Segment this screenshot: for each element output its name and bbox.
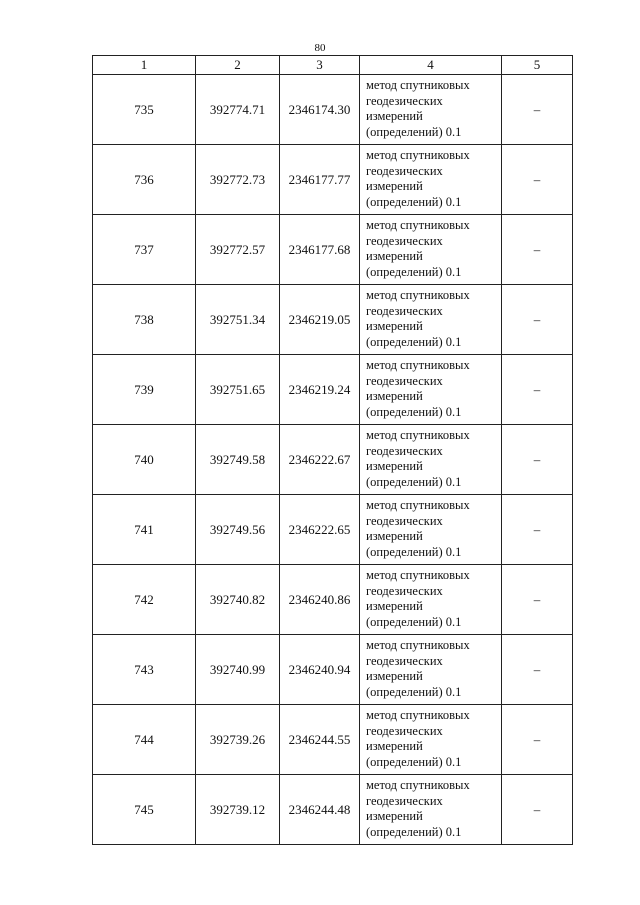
table-row (93, 145, 573, 215)
note-cell: – (502, 145, 573, 215)
x-coordinate-cell: 392772.57 (196, 215, 280, 285)
note-cell: – (502, 75, 573, 145)
x-coordinate-cell: 392751.65 (196, 355, 280, 425)
x-coordinate-cell: 392749.58 (196, 425, 280, 495)
table-row (93, 285, 573, 355)
column-header: 2 (196, 56, 280, 75)
y-coordinate-cell: 2346177.68 (280, 215, 360, 285)
x-coordinate-cell: 392739.12 (196, 775, 280, 845)
point-number-cell: 744 (93, 705, 196, 775)
point-number-cell: 742 (93, 565, 196, 635)
note-cell: – (502, 425, 573, 495)
method-cell: метод спутниковых геодезических измерений (определений) 0.1 (360, 215, 502, 285)
coordinates-table (92, 55, 573, 845)
x-coordinate-cell: 392772.73 (196, 145, 280, 215)
method-cell: метод спутниковых геодезических измерений (определений) 0.1 (360, 775, 502, 845)
method-cell: метод спутниковых геодезических измерений (определений) 0.1 (360, 75, 502, 145)
point-number-cell: 735 (93, 75, 196, 145)
point-number-cell: 738 (93, 285, 196, 355)
x-coordinate-cell: 392740.82 (196, 565, 280, 635)
y-coordinate-cell: 2346240.94 (280, 635, 360, 705)
y-coordinate-cell: 2346219.24 (280, 355, 360, 425)
column-header: 5 (502, 56, 573, 75)
x-coordinate-cell: 392749.56 (196, 495, 280, 565)
method-cell: метод спутниковых геодезических измерений (определений) 0.1 (360, 285, 502, 355)
y-coordinate-cell: 2346177.77 (280, 145, 360, 215)
method-cell: метод спутниковых геодезических измерений (определений) 0.1 (360, 705, 502, 775)
note-cell: – (502, 775, 573, 845)
x-coordinate-cell: 392739.26 (196, 705, 280, 775)
note-cell: – (502, 565, 573, 635)
table-row (93, 565, 573, 635)
note-cell: – (502, 285, 573, 355)
point-number-cell: 740 (93, 425, 196, 495)
table-row (93, 355, 573, 425)
point-number-cell: 739 (93, 355, 196, 425)
method-cell: метод спутниковых геодезических измерений (определений) 0.1 (360, 425, 502, 495)
point-number-cell: 743 (93, 635, 196, 705)
table-row (93, 425, 573, 495)
y-coordinate-cell: 2346222.67 (280, 425, 360, 495)
note-cell: – (502, 215, 573, 285)
x-coordinate-cell: 392751.34 (196, 285, 280, 355)
method-cell: метод спутниковых геодезических измерений (определений) 0.1 (360, 495, 502, 565)
y-coordinate-cell: 2346244.55 (280, 705, 360, 775)
table-body (93, 75, 573, 845)
y-coordinate-cell: 2346222.65 (280, 495, 360, 565)
point-number-cell: 736 (93, 145, 196, 215)
point-number-cell: 741 (93, 495, 196, 565)
note-cell: – (502, 705, 573, 775)
point-number-cell: 745 (93, 775, 196, 845)
x-coordinate-cell: 392740.99 (196, 635, 280, 705)
table-row (93, 705, 573, 775)
column-header: 4 (360, 56, 502, 75)
y-coordinate-cell: 2346219.05 (280, 285, 360, 355)
page-number: 80 (314, 42, 326, 54)
note-cell: – (502, 495, 573, 565)
point-number-cell: 737 (93, 215, 196, 285)
y-coordinate-cell: 2346174.30 (280, 75, 360, 145)
x-coordinate-cell: 392774.71 (196, 75, 280, 145)
column-header: 1 (93, 56, 196, 75)
column-header: 3 (280, 56, 360, 75)
table-header-row (93, 56, 573, 75)
table-row (93, 775, 573, 845)
method-cell: метод спутниковых геодезических измерений (определений) 0.1 (360, 145, 502, 215)
note-cell: – (502, 355, 573, 425)
method-cell: метод спутниковых геодезических измерений (определений) 0.1 (360, 635, 502, 705)
method-cell: метод спутниковых геодезических измерений (определений) 0.1 (360, 355, 502, 425)
method-cell: метод спутниковых геодезических измерений (определений) 0.1 (360, 565, 502, 635)
table-row (93, 495, 573, 565)
y-coordinate-cell: 2346244.48 (280, 775, 360, 845)
table-row (93, 635, 573, 705)
y-coordinate-cell: 2346240.86 (280, 565, 360, 635)
table-row (93, 215, 573, 285)
note-cell: – (502, 635, 573, 705)
table-row (93, 75, 573, 145)
